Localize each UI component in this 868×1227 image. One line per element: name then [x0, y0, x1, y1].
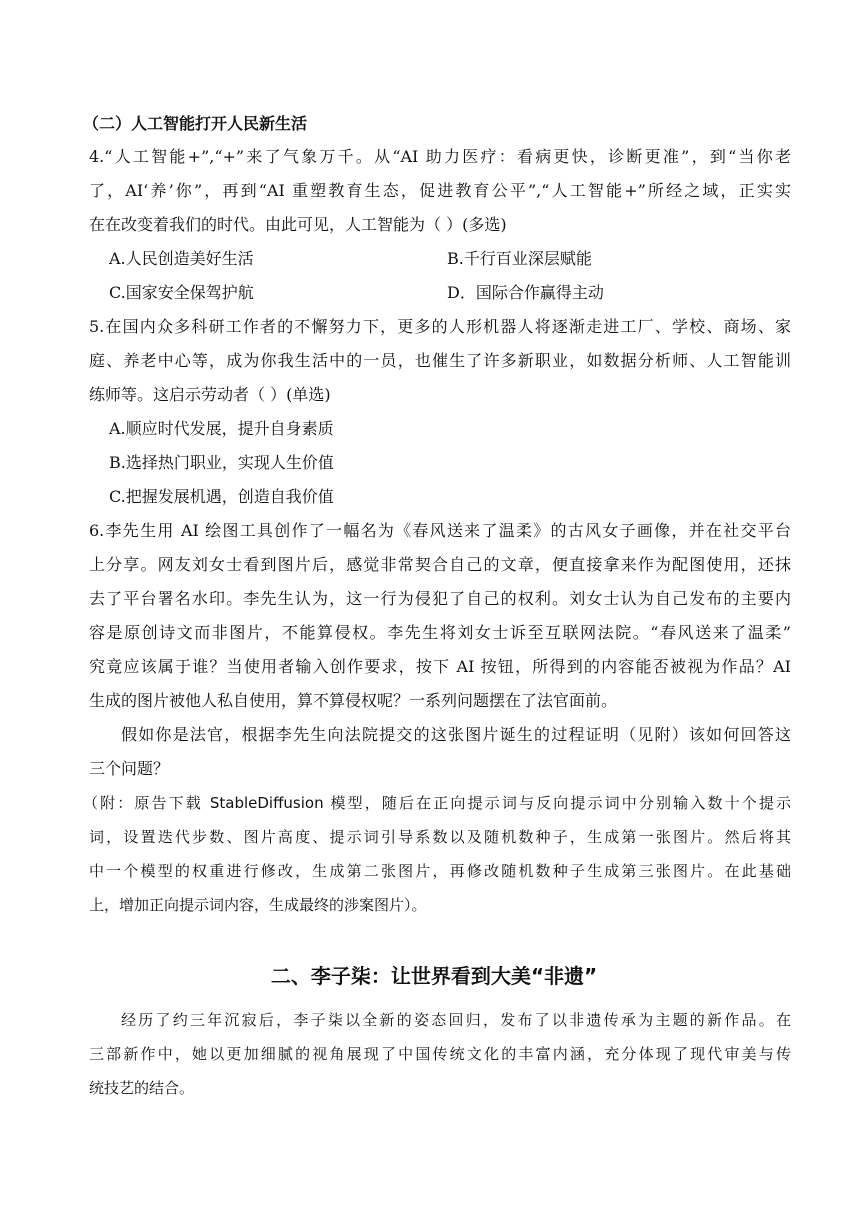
q6-line-3: 去了平台署名水印。李先生认为，这一行为侵犯了自己的权利。刘女士认为自己发布的主要内: [89, 589, 791, 608]
q6-line-1: 6.李先生用 AI 绘图工具创作了一幅名为《春风送来了温柔》的古风女子画像，并在社交平台: [89, 521, 791, 540]
section2-line-3: 统技艺的结合。: [89, 1079, 195, 1097]
section2-line-2: 三部新作中，她以更加细腻的视角展现了中国传统文化的丰富内涵，充分体现了现代审美与传: [89, 1045, 791, 1063]
q5-line-1: 5.在国内众多科研工作者的不懈努力下，更多的人形机器人将逐渐走进工厂、学校、商场、家: [89, 317, 791, 336]
q6-line-6: 生成的图片被他人私自使用，算不算侵权呢？一系列问题摆在了法官面前。: [89, 691, 618, 710]
q4-option-b: B.千行百业深层赋能: [447, 249, 592, 268]
q4-option-c: C.国家安全保驾护航: [109, 283, 254, 302]
q6-line-4: 容是原创诗文而非图片，不能算侵权。李先生将刘女士诉至互联网法院。“春风送来了温柔”: [89, 623, 791, 642]
q6-line-8: 三个问题？: [89, 759, 170, 778]
q5-line-3: 练师等。这启示劳动者（ ）(单选): [89, 385, 331, 404]
q6-note-line-1: （附：原告下载 StableDiffusion 模型，随后在正向提示词与反向提示词中分别输入数十个提示: [83, 794, 791, 812]
q5-option-c: C.把握发展机遇，创造自我价值: [109, 487, 334, 506]
section-heading: （二）人工智能打开人民新生活: [83, 114, 308, 133]
q4-line-3: 在在改变着我们的时代。由此可见，人工智能为（ ）(多选): [89, 215, 507, 234]
q6-note-line-2: 词，设置迭代步数、图片高度、提示词引导系数以及随机数种子，生成第一张图片。然后将其: [89, 828, 791, 846]
q5-option-b: B.选择热门职业，实现人生价值: [109, 453, 334, 472]
section2-line-1: 经历了约三年沉寂后，李子柒以全新的姿态回归，发布了以非遗传承为主题的新作品。在: [121, 1011, 791, 1029]
q4-line-1: 4.“人工智能+”,“+”来了气象万千。从“AI 助力医疗：看病更快，诊断更准”，到“当你老: [89, 147, 791, 166]
q6-line-7: 假如你是法官，根据李先生向法院提交的这张图片诞生的过程证明（见附）该如何回答这: [121, 725, 791, 744]
q4-option-a: A.人民创造美好生活: [109, 249, 254, 268]
q4-option-d: D．国际合作赢得主动: [447, 283, 604, 302]
q6-line-2: 上分享。网友刘女士看到图片后，感觉非常契合自己的文章，便直接拿来作为配图使用，还抹: [89, 555, 791, 574]
q4-line-2: 了，AI‘养’你”，再到“AI 重塑教育生态，促进教育公平”,“人工智能+”所经之域，正实实: [89, 181, 791, 200]
q6-note-line-4: 上，增加正向提示词内容，生成最终的涉案图片）。: [89, 896, 427, 914]
section2-title: 二、李子柒：让世界看到大美“非遗”: [270, 964, 598, 988]
q5-line-2: 庭、养老中心等，成为你我生活中的一员，也催生了许多新职业，如数据分析师、人工智能训: [89, 351, 791, 370]
q6-line-5: 究竟应该属于谁？当使用者输入创作要求，按下 AI 按钮，所得到的内容能否被视为作品？AI: [89, 657, 791, 676]
q5-option-a: A.顺应时代发展，提升自身素质: [109, 419, 334, 438]
q6-note-line-3: 中一个模型的权重进行修改，生成第二张图片，再修改随机数种子生成第三张图片。在此基础: [89, 862, 791, 880]
